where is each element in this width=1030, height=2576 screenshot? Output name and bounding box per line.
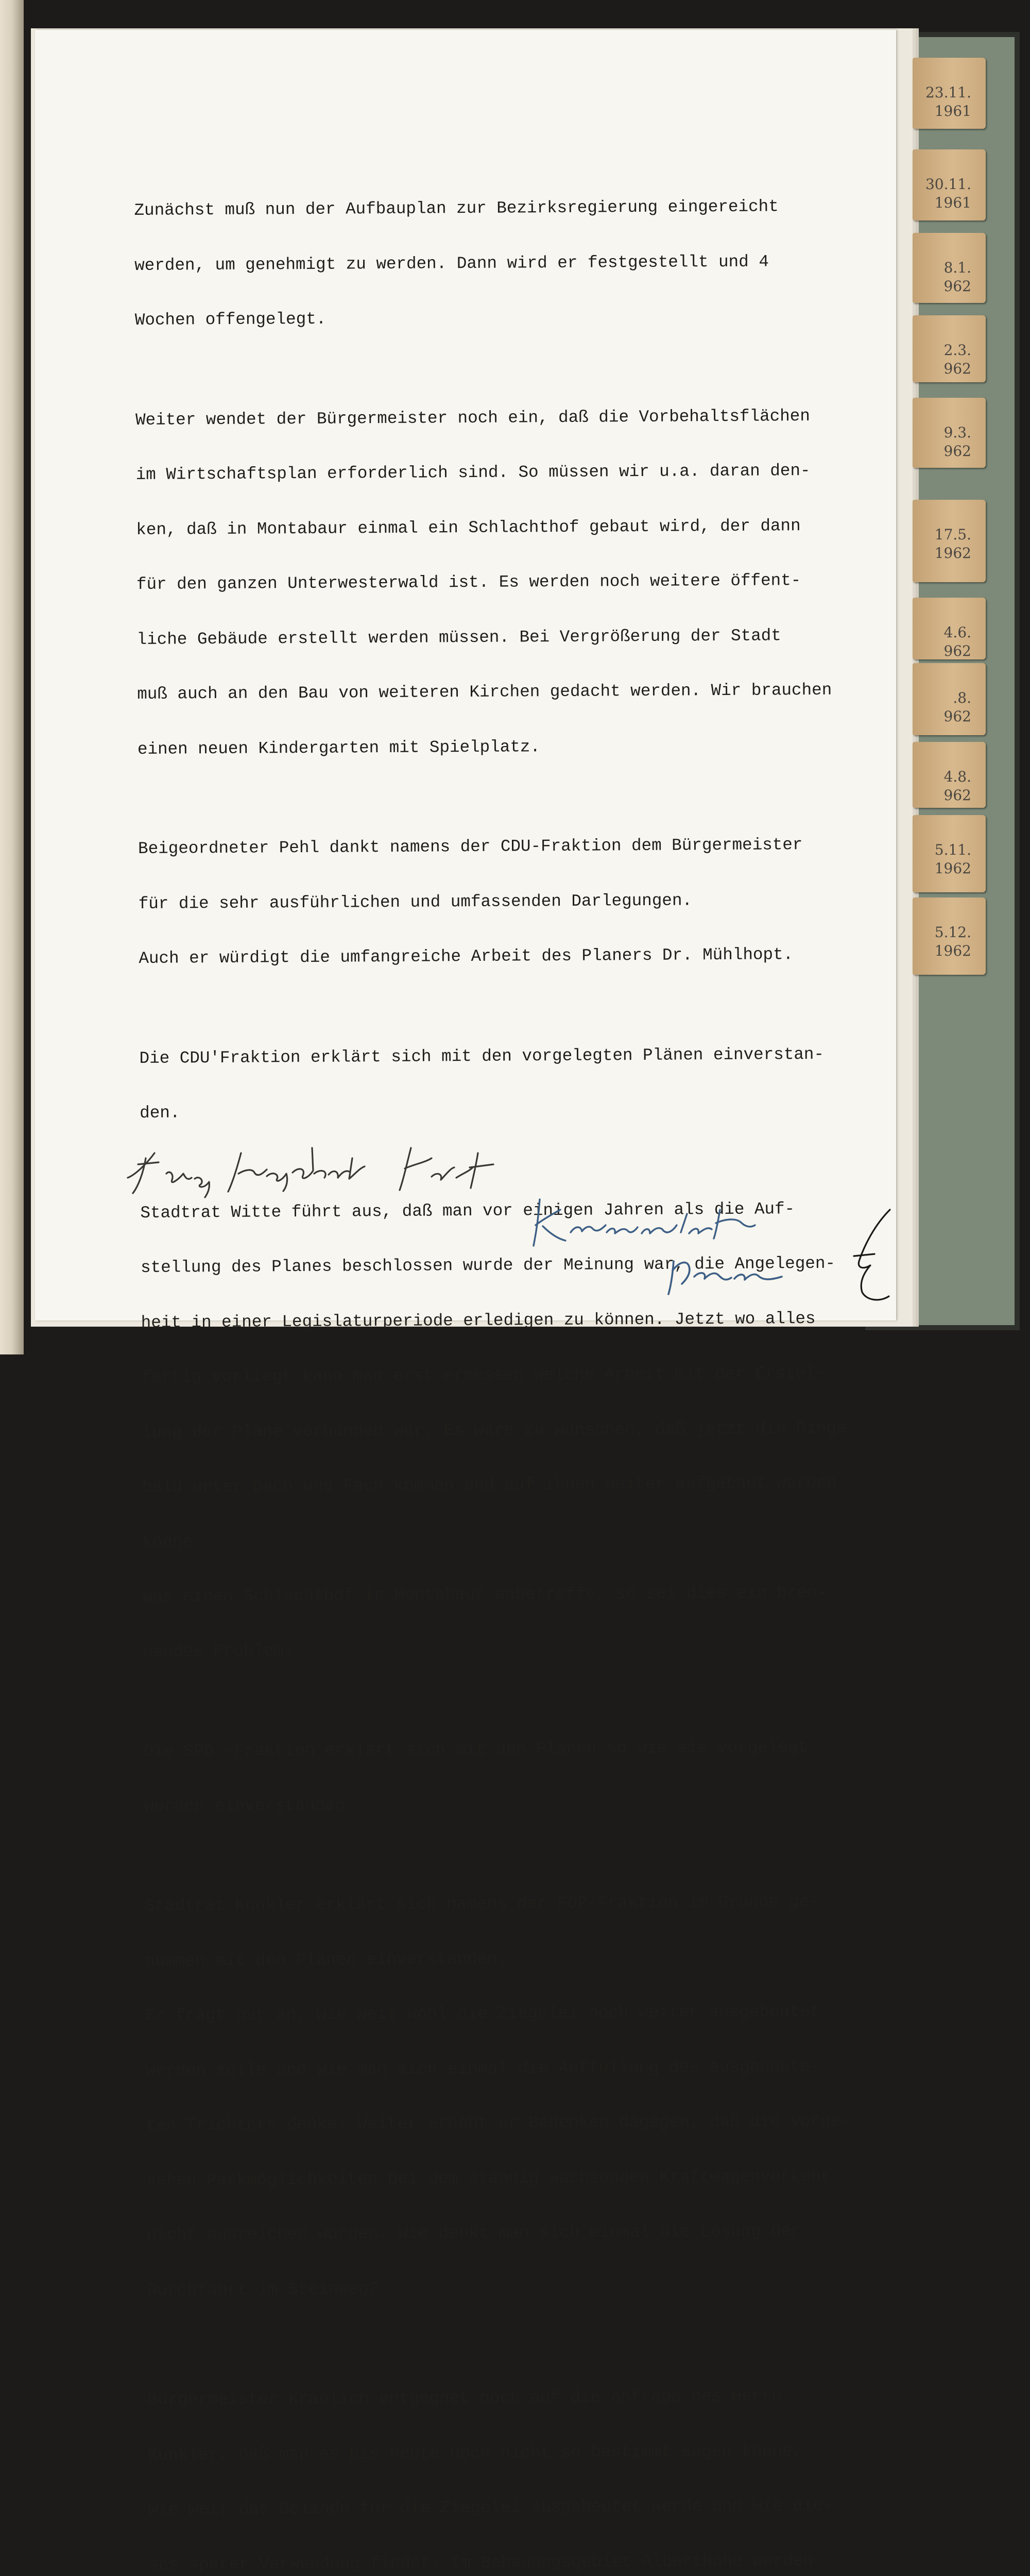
- date-tab[interactable]: 8.1. 962: [913, 233, 986, 303]
- text-line: Die SPD.-Fraktion erklärt sich mit den Plänen so wie sie vorgelegt: [143, 1738, 809, 1761]
- text-line: ken, daß in Montabaur einmal ein Schlachthof gebaut wird, der dann: [136, 516, 801, 539]
- paragraph: [139, 1008, 928, 1159]
- text-line: Durchfahrt im Steinweg?: [147, 2279, 379, 2300]
- text-line: Auch er würdigt die umfangreiche Arbeit des Planers Dr. Mühlhopt.: [139, 945, 794, 968]
- text-line: Er fragt nur an, wie weit wohl die Ziegelei noch weiter ausgebeutet: [145, 2002, 820, 2025]
- date-tab[interactable]: 4.8. 962: [913, 742, 986, 808]
- text-line: Kunkler, daß man es bis heute noch nicht so bestimmt sagen könne,: [148, 2441, 803, 2465]
- text-line: Wochen offengelegt.: [134, 309, 327, 330]
- text-line: heit in einer Legislaturperiode erledigen zu können. Jetzt wo alles: [141, 1309, 816, 1332]
- handwritten-signature-recorder: [123, 1138, 514, 1202]
- text-line: werden, um genehmigt zu werden. Dann wird er festgestellt und 4: [134, 251, 769, 275]
- paragraph: [144, 1856, 935, 2336]
- text-line: Bürgermeister Kraulich entgegnet noch auf die Anfrage des Herrn: [147, 2386, 782, 2410]
- text-line: ten Trichters denke. Weiter erhebt er Bedenken dagegen, daß die vorge-: [146, 2111, 851, 2135]
- text-line: Zunächst muß nun der Aufbauplan zur Bezirksregierung eingereicht: [134, 197, 779, 220]
- date-tab[interactable]: 30.11. 1961: [913, 149, 986, 221]
- date-tab[interactable]: 5.11. 1962: [913, 815, 986, 892]
- text-line: sehen Parkmöglichkeiten bei dem ständig wachsenden Kraftwagenverkehr: [146, 2166, 831, 2190]
- date-tab[interactable]: 17.5. 1962: [913, 500, 986, 582]
- text-line: könne.: [142, 1532, 203, 1552]
- text-line: Stadtrat Witte führt aus, daß man vor einigen Jahren als die Auf-: [140, 1199, 795, 1223]
- text-line: nommen mit den Plänen einverstanden.: [145, 1949, 508, 1971]
- text-line: für die sehr ausführlichen und umfassenden Darlegungen.: [138, 890, 693, 913]
- handwritten-mark-black: [844, 1205, 900, 1310]
- text-line: nendes Problem.: [143, 1641, 295, 1662]
- text-line: ses später Verwendung findet. Im Bebauungsgebiet Alberthöhe werden: [148, 2551, 813, 2574]
- date-tab-column: [913, 58, 990, 959]
- date-tab[interactable]: 23.11. 1961: [913, 58, 986, 129]
- text-line: werden solle und wie man sich einmal die Auffüllung des ausgebeute-: [145, 2057, 820, 2080]
- date-tab[interactable]: 9.3. 962: [913, 398, 986, 468]
- text-line: Stadtrat Kunkler erklärt sich namens der FDP-Fraktion im Grunde ge-: [144, 1892, 819, 1916]
- date-tab[interactable]: 2.3. 962: [913, 315, 986, 382]
- text-line: stellung des Planes beschlossen wurde der Meinung war, die Angelegen-: [140, 1253, 836, 1277]
- text-line: den.: [140, 1103, 180, 1123]
- text-line: nicht ausreichen würden. Wie denkt man sich einmal die Lösung der: [146, 2222, 801, 2245]
- handwritten-signature-mayor: [524, 1189, 792, 1253]
- text-line: wurden einverstanden.: [144, 1795, 356, 1816]
- text-line: im Wirtschaftsplan erforderlich sind. So müssen wir u.a. daran den-: [135, 461, 811, 484]
- text-line: fertig vorliegt kann man erst ermessen welche Arbeit mit der Erstel-: [141, 1363, 826, 1387]
- text-line: für den ganzen Unterwesterwald ist. Es werden noch weitere öffent-: [136, 571, 801, 594]
- text-line: Weiter wendet der Bürgermeister noch ein, daß die Vorbehaltsflächen: [135, 406, 810, 430]
- text-line: wie weit das Gelände für die Ziegelei ausgebeutet werde und wie die-: [148, 2496, 833, 2519]
- text-line: Die CDU'Fraktion erklärt sich mit den vorgelegten Plänen einverstan-: [139, 1044, 825, 1068]
- text-line: Was einen Schlachthof in Montabaur anbetreffe, so sei dies ein bren-: [142, 1583, 828, 1606]
- typed-text: [134, 160, 941, 2576]
- paragraph: [143, 1701, 932, 1852]
- text-line: bald unter Dach und Fach kommen und auf ihnen weiter aufgebaut werden: [142, 1473, 837, 1497]
- text-line: muß auch an den Bau von weiteren Kirchen gedacht werden. Wir brauchen: [137, 680, 832, 704]
- paragraph: [138, 799, 927, 1005]
- paragraph: [135, 369, 925, 795]
- date-tab[interactable]: 4.6. 962: [913, 598, 986, 659]
- text-line: lung der Pläne verbunden war. Es wäre zu wünschen, daß jetzt die Dinge: [141, 1418, 847, 1442]
- handwritten-signature-second: [663, 1246, 808, 1300]
- paragraph: [134, 160, 923, 366]
- paragraph: [147, 2350, 939, 2576]
- date-tab[interactable]: 5.12. 1962: [913, 897, 986, 975]
- previous-page-edge: [0, 0, 24, 1354]
- date-tab[interactable]: .8. 962: [913, 663, 986, 735]
- text-line: liche Gebäude erstellt werden müssen. Bei Vergrößerung der Stadt: [136, 625, 781, 649]
- document-page: [35, 30, 896, 2574]
- text-line: Beigeordneter Pehl dankt namens der CDU-Fraktion dem Bürgermeister: [138, 835, 803, 858]
- text-line: einen neuen Kindergarten mit Spielplatz.: [137, 737, 541, 759]
